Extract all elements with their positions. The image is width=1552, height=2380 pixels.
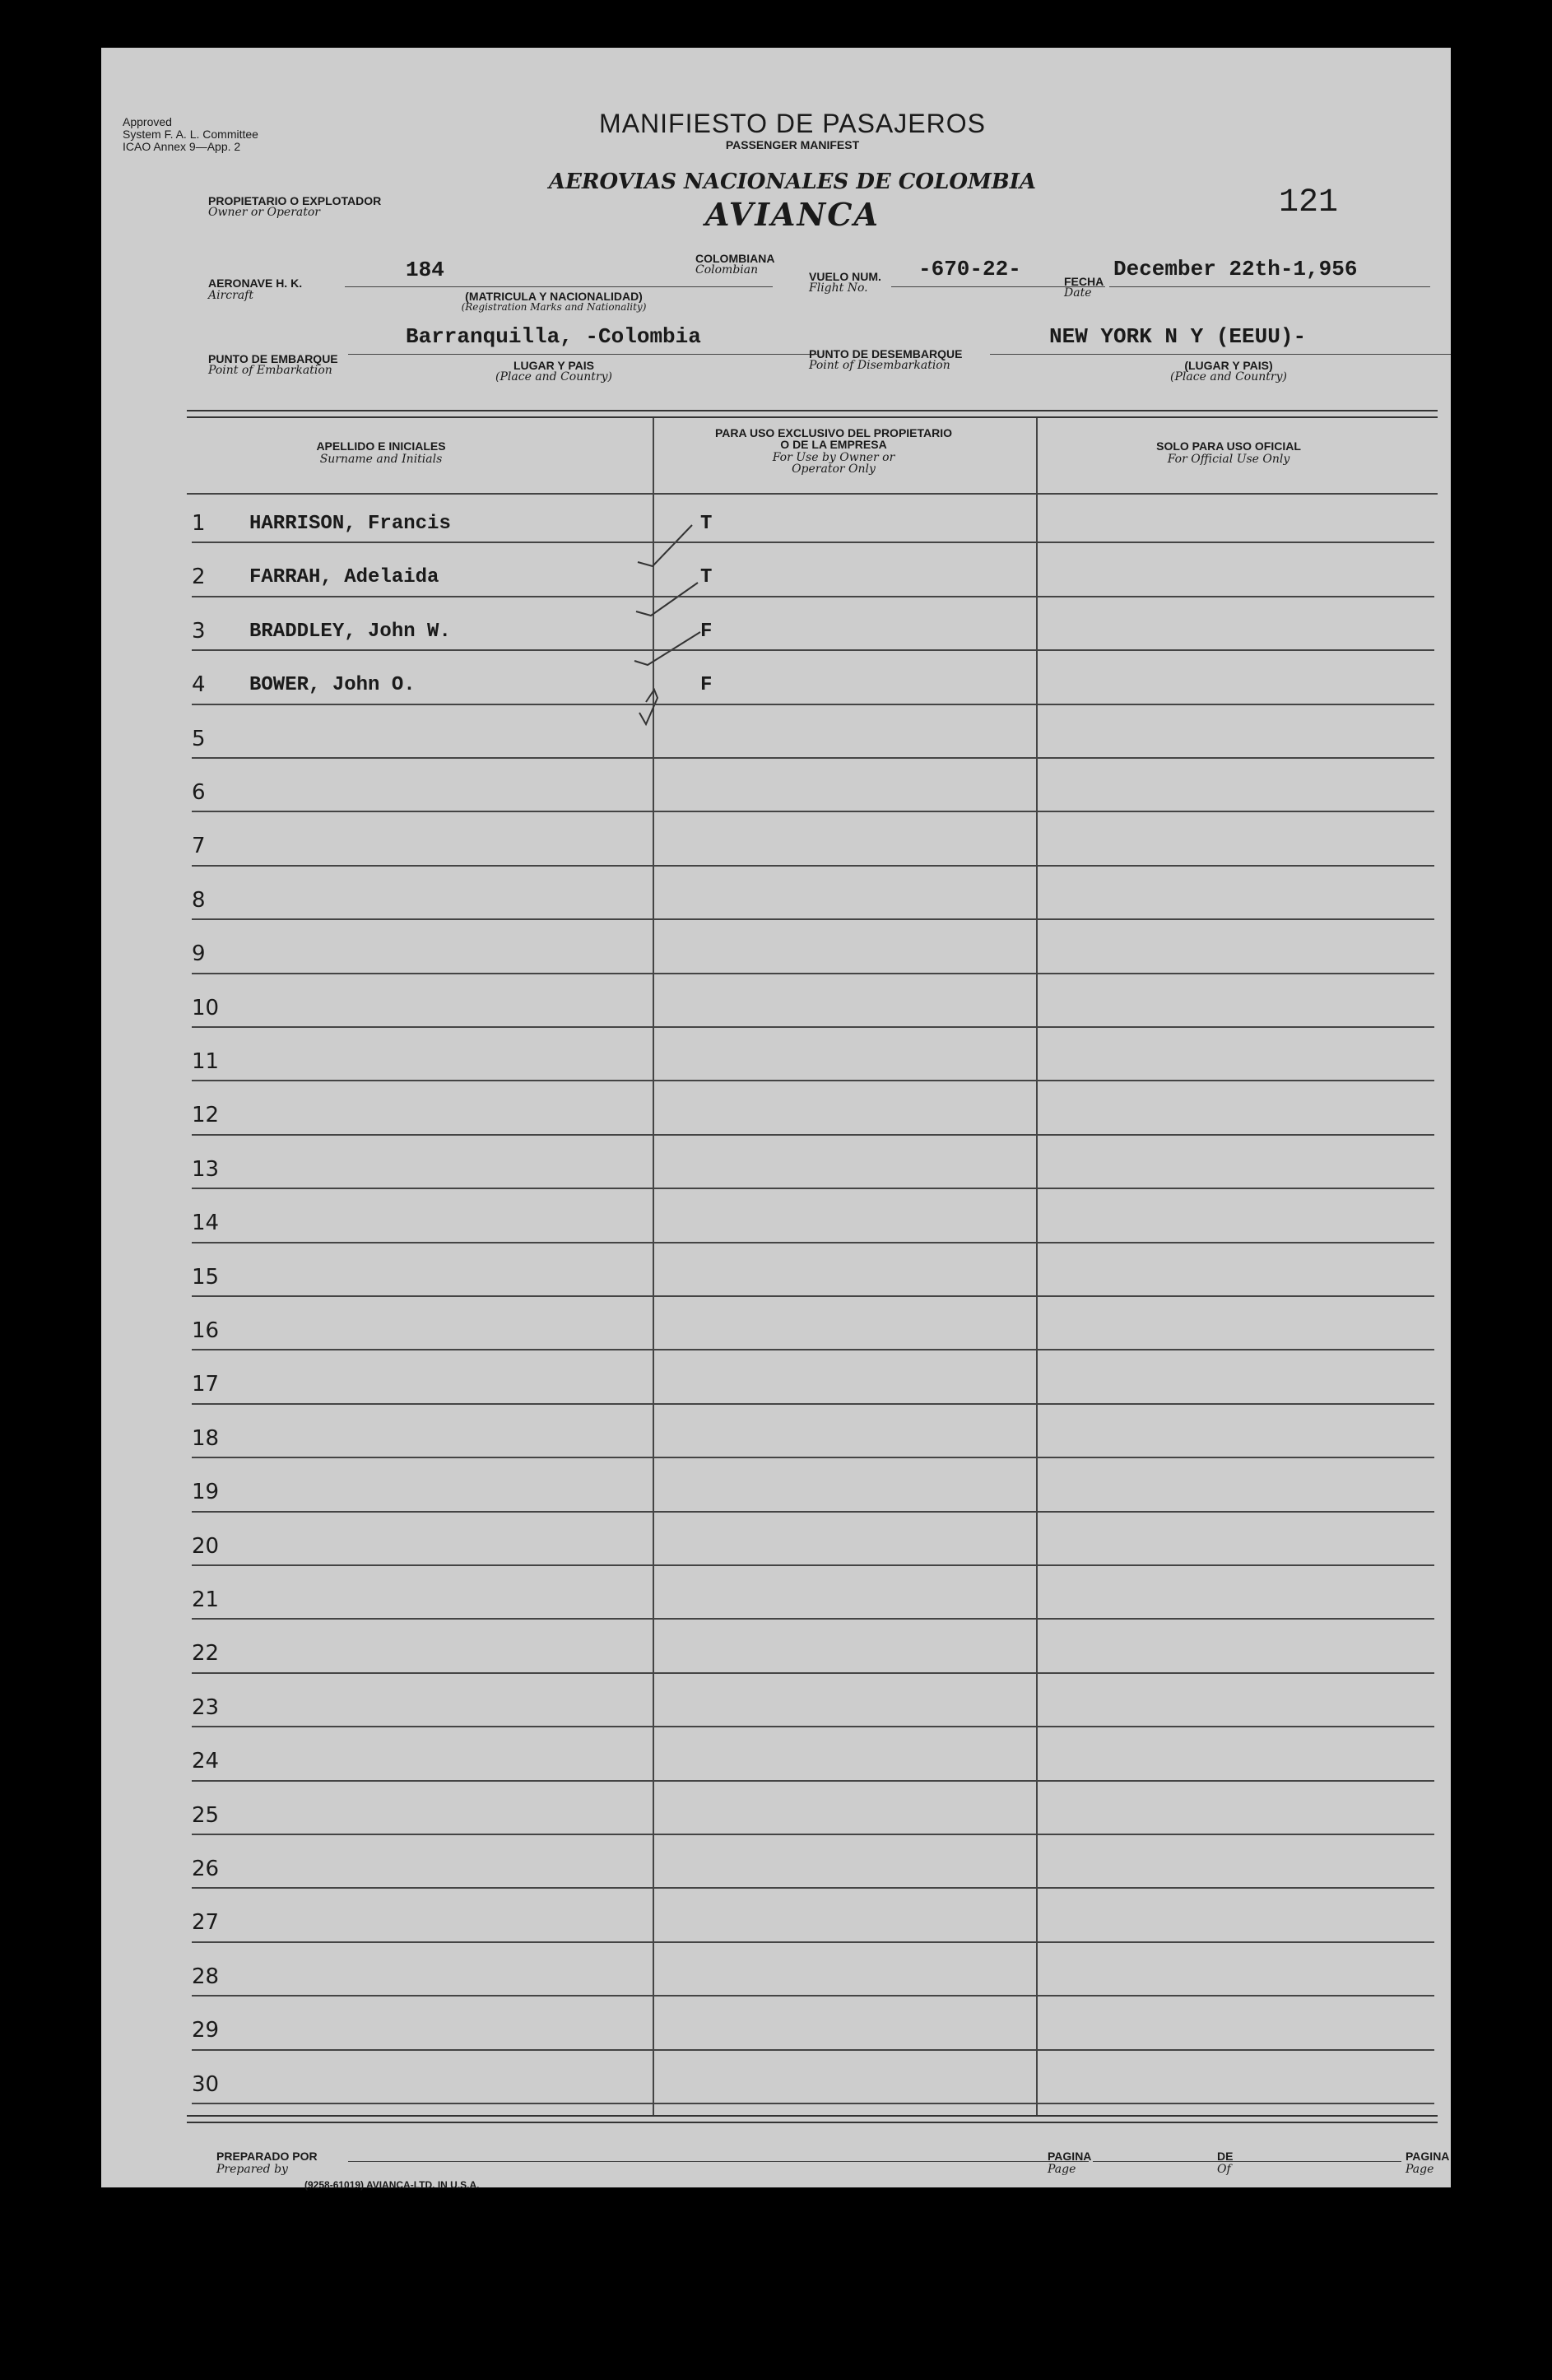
passenger-name: HARRISON, Francis (249, 513, 451, 535)
aircraft-value: 184 (406, 258, 444, 282)
row-line (192, 1295, 1434, 1297)
row-line (192, 918, 1434, 920)
flight-label: VUELO NUM. (809, 270, 881, 283)
row-number: 7 (192, 834, 206, 859)
page-number: 121 (1279, 184, 1339, 221)
row-number: 24 (192, 1749, 220, 1774)
flight-sub: Flight No. (809, 281, 868, 295)
disembarkation-value: NEW YORK N Y (EEUU)- (1049, 324, 1307, 349)
row-number: 29 (192, 2018, 220, 2043)
row-number: 25 (192, 1802, 220, 1828)
col-surname-sub: Surname and Initials (319, 453, 443, 466)
row-number: 6 (192, 780, 206, 805)
col-official-label: SOLO PARA USO OFICIAL (1156, 439, 1301, 453)
owner-mark: T (700, 513, 713, 535)
row-line (192, 865, 1434, 867)
row-number: 23 (192, 1694, 220, 1720)
col-surname-label: APELLIDO E INICIALES (316, 439, 446, 453)
row-number: 21 (192, 1587, 220, 1612)
approval-line-2: System F. A. L. Committee (123, 128, 258, 141)
row-line (192, 649, 1434, 651)
row-line (192, 757, 1434, 759)
owner-sub: Owner or Operator (208, 206, 320, 219)
row-line (192, 1242, 1434, 1243)
col-owner-sub-2: Operator Only (792, 463, 876, 476)
registration-sub: (Registration Marks and Nationality) (461, 301, 647, 313)
row-number: 5 (192, 726, 206, 751)
row-line (192, 1780, 1434, 1782)
row-number: 20 (192, 1533, 220, 1559)
approval-line-1: Approved (123, 115, 172, 128)
embarkation-value: Barranquilla, -Colombia (406, 324, 701, 349)
approval-line-3: ICAO Annex 9—App. 2 (123, 140, 241, 153)
row-number: 30 (192, 2071, 220, 2097)
row-line (192, 704, 1434, 705)
row-number: 15 (192, 1264, 220, 1290)
row-line (192, 542, 1434, 543)
row-number: 9 (192, 941, 206, 967)
owner-mark: F (700, 674, 713, 697)
page2-label: PAGINA (1406, 2150, 1450, 2163)
row-number: 14 (192, 1211, 220, 1236)
row-line (192, 1511, 1434, 1513)
row-number: 12 (192, 1103, 220, 1128)
passenger-name: BRADDLEY, John W. (249, 620, 451, 643)
col-owner-label-1: PARA USO EXCLUSIVO DEL PROPIETARIO (714, 426, 953, 439)
row-line (192, 1995, 1434, 1997)
owner-mark: F (700, 620, 713, 643)
of-sub: Of (1217, 2163, 1231, 2176)
row-line (192, 1188, 1434, 1189)
nationality-label: COLOMBIANA (695, 252, 775, 265)
row-number: 8 (192, 887, 206, 913)
row-line (192, 1618, 1434, 1620)
aircraft-label: AERONAVE H. K. (208, 277, 303, 290)
owner-label: PROPIETARIO O EXPLOTADOR (208, 194, 382, 207)
disembarkation-label: PUNTO DE DESEMBARQUE (809, 347, 963, 360)
row-number: 28 (192, 1964, 220, 1989)
disembarkation-sub: Point of Disembarkation (809, 359, 950, 372)
page-sub: Page (1048, 2163, 1076, 2176)
row-line (192, 1564, 1434, 1566)
prepared-label: PREPARADO POR (216, 2150, 318, 2163)
row-line (192, 2049, 1434, 2051)
airline-full-name: AEROVIAS NACIONALES DE COLOMBIA (548, 170, 1037, 194)
of-label: DE (1217, 2150, 1234, 2163)
embarkation-sub: Point of Embarkation (208, 364, 332, 377)
disembarkation-place-sub: (Place and Country) (1170, 370, 1287, 383)
row-number: 22 (192, 1641, 220, 1666)
row-number: 19 (192, 1480, 220, 1505)
airline-name: AVIANCA (705, 196, 880, 233)
row-line (192, 973, 1434, 974)
disembarkation-place-label: (LUGAR Y PAIS) (1184, 359, 1273, 372)
embarkation-place-label: LUGAR Y PAIS (513, 359, 595, 372)
col-owner-sub-1: For Use by Owner or (772, 451, 895, 464)
col-official-sub: For Official Use Only (1167, 453, 1290, 466)
nationality-sub: Colombian (695, 263, 759, 277)
embarkation-label: PUNTO DE EMBARQUE (208, 352, 338, 365)
row-number: 16 (192, 1318, 220, 1343)
page-title: MANIFIESTO DE PASAJEROS (599, 109, 986, 138)
row-number: 4 (192, 672, 206, 698)
row-line (192, 2103, 1434, 2104)
row-line (192, 1941, 1434, 1943)
col-owner-label-2: O DE LA EMPRESA (780, 438, 887, 451)
row-line (192, 1457, 1434, 1458)
row-line (192, 1134, 1434, 1136)
owner-mark: T (700, 566, 713, 589)
row-line (192, 811, 1434, 812)
row-line (192, 1726, 1434, 1727)
row-line (192, 1080, 1434, 1081)
date-value: December 22th-1,956 (1113, 257, 1358, 281)
page2-sub: Page (1406, 2163, 1434, 2176)
row-line (192, 1026, 1434, 1028)
flight-value: -670-22- (918, 257, 1021, 281)
row-number: 26 (192, 1857, 220, 1881)
aircraft-sub: Aircraft (208, 289, 253, 302)
row-line (192, 1672, 1434, 1674)
row-line (192, 1349, 1434, 1350)
embarkation-place-sub: (Place and Country) (495, 370, 612, 383)
row-number: 1 (192, 511, 206, 536)
row-number: 27 (192, 1910, 220, 1936)
row-line (192, 1834, 1434, 1835)
manifest-document (101, 48, 1451, 2191)
page-label: PAGINA (1048, 2150, 1092, 2163)
date-sub: Date (1064, 286, 1092, 300)
passenger-name: FARRAH, Adelaida (249, 566, 439, 589)
printer-line: (9258-61019) AVIANCA-LTD. IN U.S.A. (304, 2179, 480, 2191)
row-number: 13 (192, 1156, 220, 1182)
date-label: FECHA (1064, 275, 1104, 288)
prepared-sub: Prepared by (216, 2163, 288, 2176)
row-line (192, 1403, 1434, 1405)
row-line (192, 596, 1434, 597)
row-number: 2 (192, 565, 206, 590)
row-line (192, 1887, 1434, 1889)
passenger-name: BOWER, John O. (249, 674, 416, 697)
page-subtitle: PASSENGER MANIFEST (725, 138, 860, 151)
registration-label: (MATRICULA Y NACIONALIDAD) (465, 290, 643, 303)
row-number: 11 (192, 1049, 220, 1074)
row-number: 10 (192, 995, 220, 1020)
row-number: 17 (192, 1372, 220, 1397)
row-number: 3 (192, 618, 206, 644)
row-number: 18 (192, 1425, 220, 1451)
